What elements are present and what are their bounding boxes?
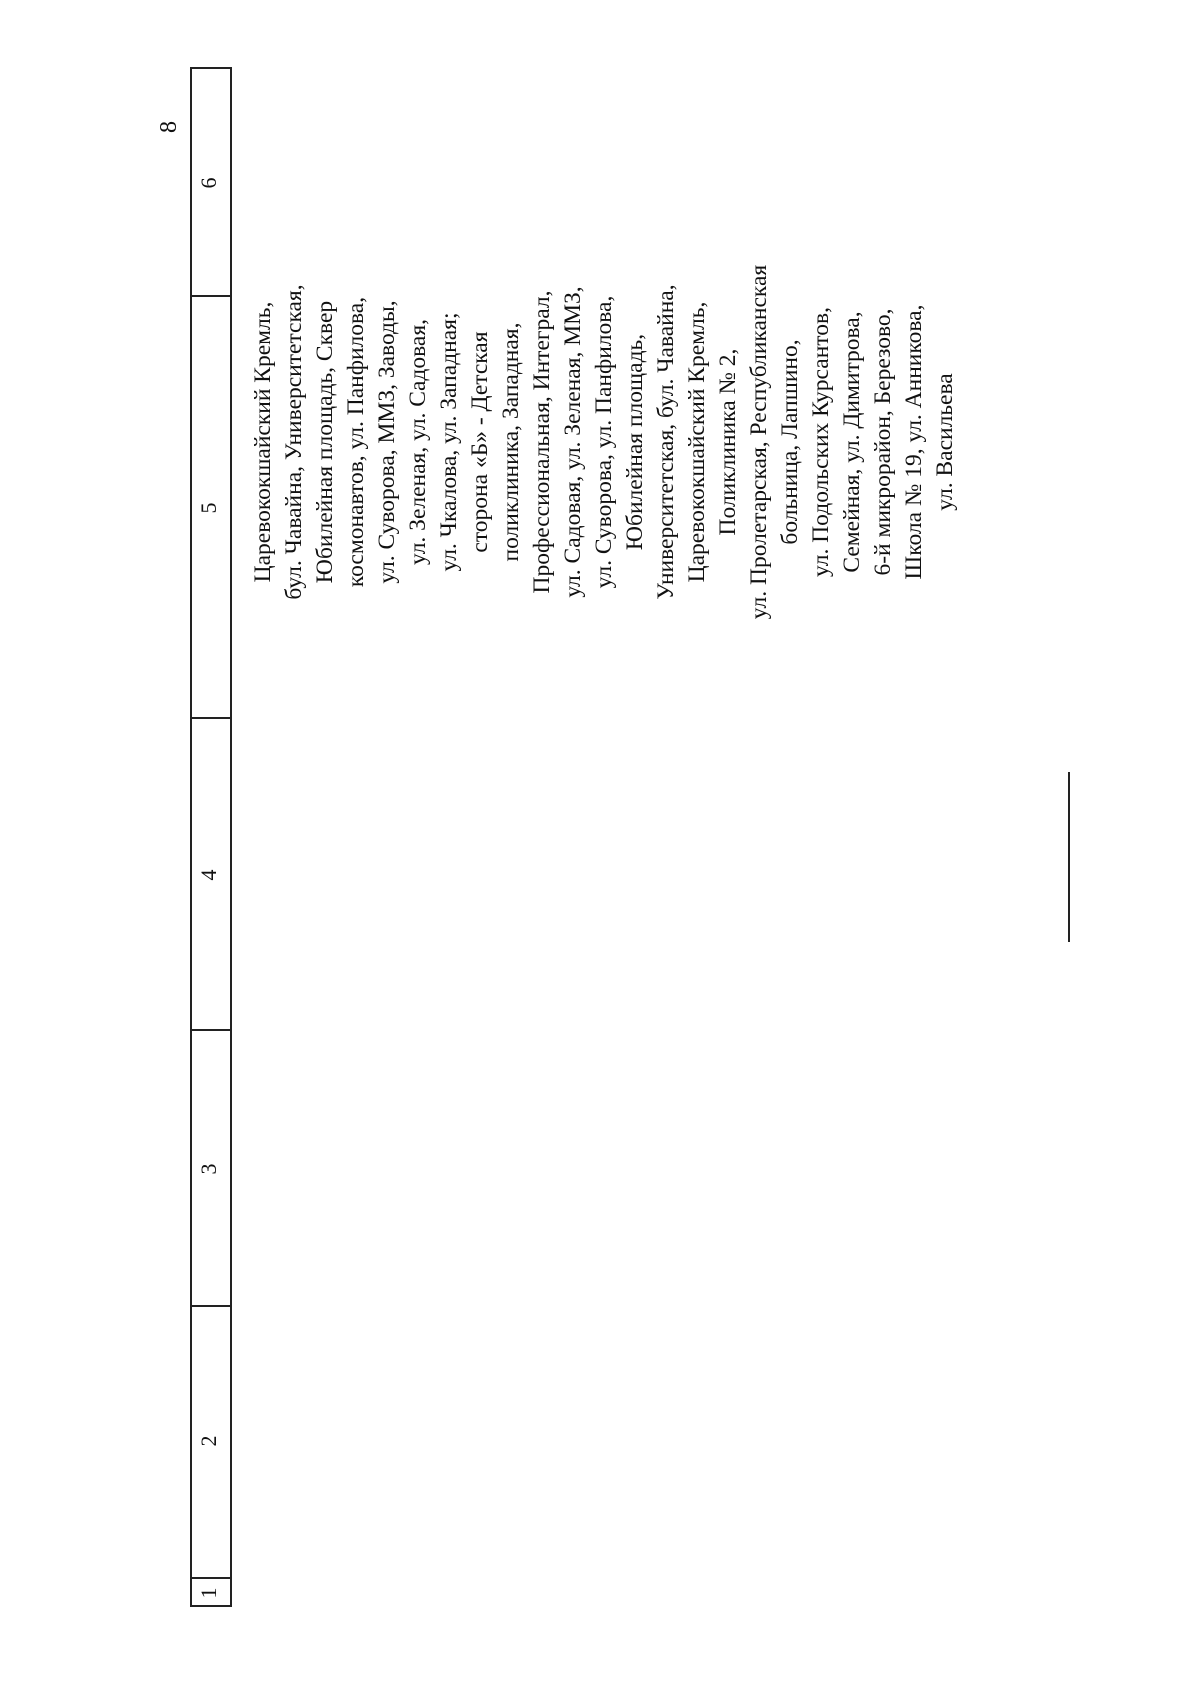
route-line: ул. Суворова, ул. Панфилова, xyxy=(591,295,617,589)
route-line: ул. Пролетарская, Республиканская xyxy=(746,264,772,620)
route-line: Профессиональная, Интеграл, xyxy=(529,290,555,594)
route-line: Юбилейная площадь, xyxy=(622,333,648,551)
column-number-6: 6 xyxy=(196,177,221,189)
table-top-rule xyxy=(190,67,192,1607)
column-number-2: 2 xyxy=(196,1435,221,1447)
column-number-5: 5 xyxy=(196,502,221,514)
table-header-bottom-rule xyxy=(230,67,232,1607)
route-stops-cell xyxy=(248,172,961,712)
route-line: 6-й микрорайон, Березово, xyxy=(870,308,896,576)
column-separator xyxy=(190,1030,230,1032)
route-line: Юбилейная площадь, Сквер xyxy=(312,300,338,584)
route-line: Поликлиника № 2, xyxy=(715,348,741,536)
route-line: Школа № 19, ул. Анникова, xyxy=(901,304,927,580)
route-line: больница, Лапшино, xyxy=(777,339,803,545)
column-separator xyxy=(190,1578,230,1580)
column-separator xyxy=(190,718,230,720)
column-number-4: 4 xyxy=(196,869,221,881)
route-line: ул. Чкалова, ул. Западная; xyxy=(436,312,462,572)
route-line: сторона «Б» - Детская xyxy=(467,331,493,553)
route-line: ул. Суворова, ММЗ, Заводы, xyxy=(374,300,400,584)
route-line: Семейная, ул. Димитрова, xyxy=(839,311,865,573)
page-number: 8 xyxy=(156,121,182,133)
closing-rule-line xyxy=(1068,772,1070,942)
route-line: космонавтов, ул. Панфилова, xyxy=(343,296,369,588)
column-separator xyxy=(190,1606,230,1608)
column-separator xyxy=(190,68,230,70)
column-number-1: 1 xyxy=(196,1587,221,1599)
route-line: Царевококшайский Кремль, xyxy=(250,301,276,583)
column-number-3: 3 xyxy=(196,1163,221,1175)
column-separator xyxy=(190,296,230,298)
route-line: поликлиника, Западная, xyxy=(498,322,524,562)
route-line: бул. Чавайна, Университетская, xyxy=(281,284,307,600)
route-line: ул. Садовая, ул. Зеленая, ММЗ, xyxy=(560,286,586,598)
route-line: ул. Зеленая, ул. Садовая, xyxy=(405,318,431,566)
route-line: Царевококшайский Кремль, xyxy=(684,301,710,583)
route-line: Университетская, бул. Чавайна, xyxy=(653,284,679,600)
route-line: ул. Подольских Курсантов, xyxy=(808,307,834,577)
route-line: ул. Васильева xyxy=(932,373,958,511)
column-separator xyxy=(190,1306,230,1308)
